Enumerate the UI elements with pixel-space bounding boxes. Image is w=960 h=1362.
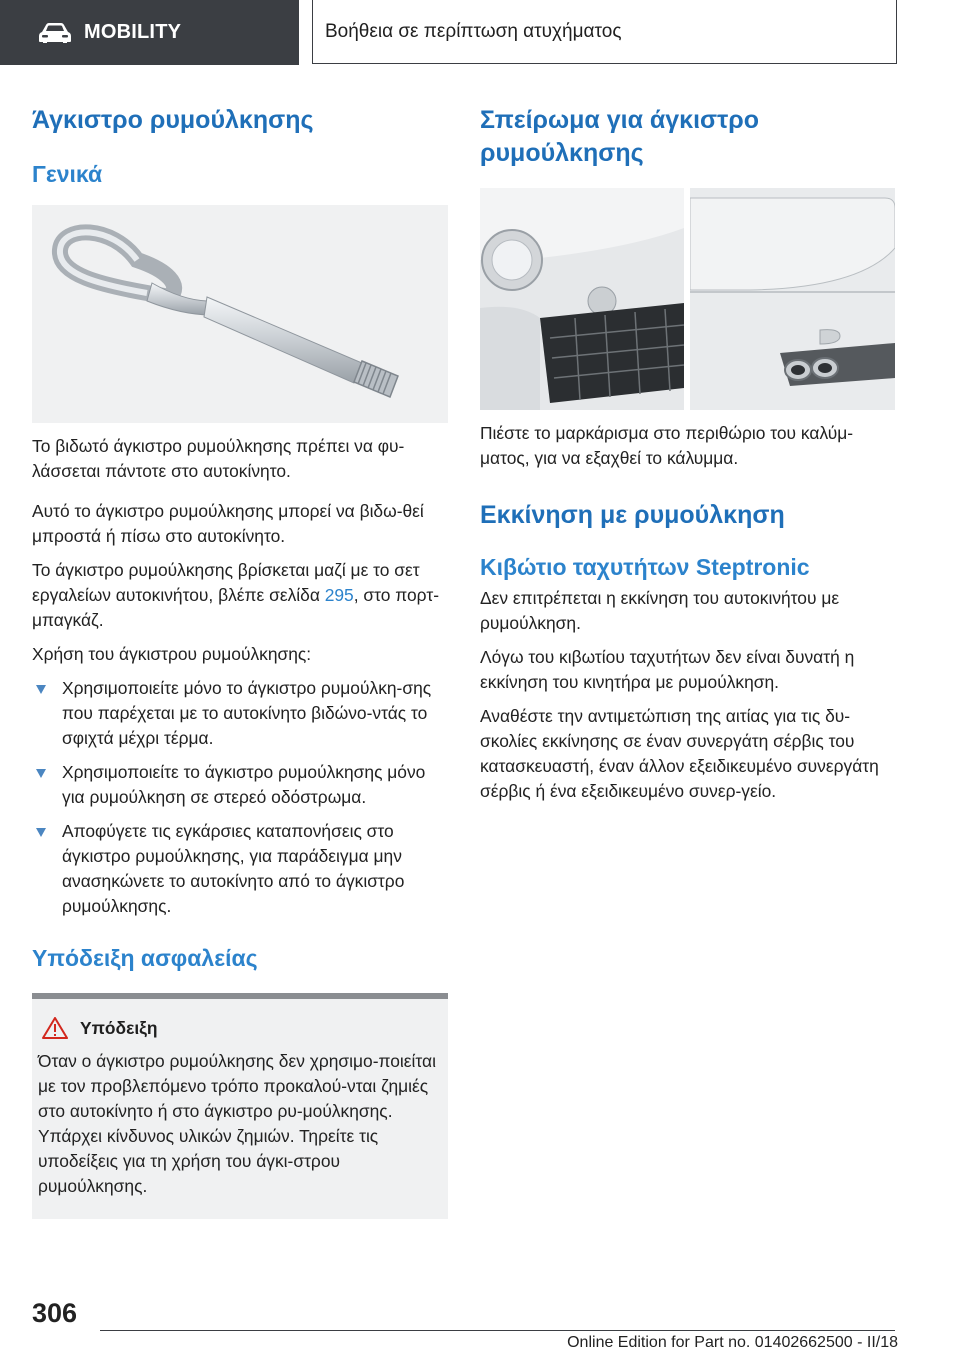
list-item-text: Αποφύγετε τις εγκάρσιες καταπονήσεις στο άγκιστρο ρυμούλκησης, για παράδειγμα μην ανασηκώνετε το αυτοκίνητο από το άγκιστρο ρυμούλκησης. (62, 821, 405, 916)
paragraph-not-allowed: Δεν επιτρέπεται η εκκίνηση του αυτοκινήτου με ρυμούλκηση. (480, 588, 840, 633)
list-item-text: Χρησιμοποιείτε το άγκιστρο ρυμούλκησης μόνο για ρυμούλκηση σε στερεό οδόστρωμα. (62, 762, 426, 807)
left-column (32, 100, 448, 1219)
car-icon (38, 22, 72, 44)
bullet-triangle-icon (36, 828, 46, 837)
location-text-b: , στο πορτ-μπαγκάζ. (32, 585, 439, 630)
page-title: Άγκιστρο ρυμούλκησης (32, 106, 314, 134)
breadcrumb (312, 0, 897, 64)
list-item (32, 760, 448, 810)
page-link[interactable]: 295 (324, 585, 354, 605)
subtitle-steptronic: Κιβώτιο ταχυτήτων Steptronic (480, 554, 810, 580)
footer-divider (100, 1330, 895, 1331)
bullet-triangle-icon (36, 769, 46, 778)
list-item (32, 676, 448, 751)
page-number: 306 (32, 1298, 78, 1328)
list-item-text: Χρησιμοποιείτε μόνο το άγκιστρο ρυμούλκη-σης που παρέχεται με το αυτοκίνητο βιδώνο-ντάς το σφιχτά μέχρι τέρμα. (62, 678, 432, 748)
section-title: MOBILITY (84, 21, 182, 43)
thread-cover-images (480, 188, 895, 410)
paragraph-storage: Το βιδωτό άγκιστρο ρυμούλκησης πρέπει να φυ-λάσσεται πάντοτε στο αυτοκίνητο. (32, 436, 405, 481)
section-title-start: Εκκίνηση με ρυμούλκηση (480, 501, 785, 529)
right-column (480, 100, 895, 804)
paragraph-location (32, 558, 448, 633)
list-item (32, 819, 448, 919)
paragraph-cover: Πιέστε το μαρκάρισμα στο περιθώριο του καλύμ-ματος, για να εξαχθεί το κάλυμμα. (480, 423, 854, 468)
front-bumper-image (480, 188, 684, 410)
rear-bumper-image (690, 188, 895, 410)
subtitle-safety: Υπόδειξη ασφαλείας (32, 945, 258, 971)
edition-note: Online Edition for Part no. 01402662500 - II/18 (567, 1334, 898, 1351)
paragraph-reason: Λόγω του κιβωτίου ταχυτήτων δεν είναι δυνατή η εκκίνηση του κινητήρα με ρυμούλκηση. (480, 647, 855, 692)
front-bumper-illustration (480, 188, 684, 410)
location-text-a: Το άγκιστρο ρυμούλκησης βρίσκεται μαζί με το σετ εργαλείων αυτοκινήτου, βλέπε σελίδα (32, 560, 420, 605)
warning-icon (42, 1017, 68, 1039)
paragraph-service: Αναθέστε την αντιμετώπιση της αιτίας για τις δυ-σκολίες εκκίνησης σε έναν συνεργάτη σέρβις του κατασκευαστή, έναν άλλον εξειδικευμένο συνεργάτη σέρβις ή ένα εξειδικευμένο συνερ-γείο. (480, 706, 879, 801)
warning-text: Όταν ο άγκιστρο ρυμούλκησης δεν χρησιμο-ποιείται με τον προβλεπόμενο τρόπο προκαλού-νται ζημιές στο αυτοκίνητο ή στο άγκιστρο ρυ-μούλκησης. Υπάρχει κίνδυνος υλικών ζημιών. Τηρείτε τις υποδείξεις για τη χρήση του άγκι-στρου ρυμούλκησης. (38, 1051, 436, 1196)
section-title-thread: Σπείρωμα για άγκιστρο ρυμούλκησης (480, 106, 760, 167)
tow-hook-illustration (32, 205, 448, 423)
paragraph-mounting: Αυτό το άγκιστρο ρυμούλκησης μπορεί να βιδω-θεί μπροστά ή πίσω στο αυτοκίνητο. (32, 501, 424, 546)
paragraph-usage-intro: Χρήση του άγκιστρου ρυμούλκησης: (32, 644, 312, 664)
subtitle-general: Γενικά (32, 161, 103, 187)
warning-title: Υπόδειξη (80, 1017, 158, 1038)
warning-box (32, 993, 448, 1219)
tow-hook-image (32, 205, 448, 423)
section-tab (0, 0, 299, 65)
breadcrumb-label: Βοήθεια σε περίπτωση ατυχήματος (325, 20, 622, 42)
bullet-triangle-icon (36, 685, 46, 694)
rear-bumper-illustration (690, 188, 895, 410)
